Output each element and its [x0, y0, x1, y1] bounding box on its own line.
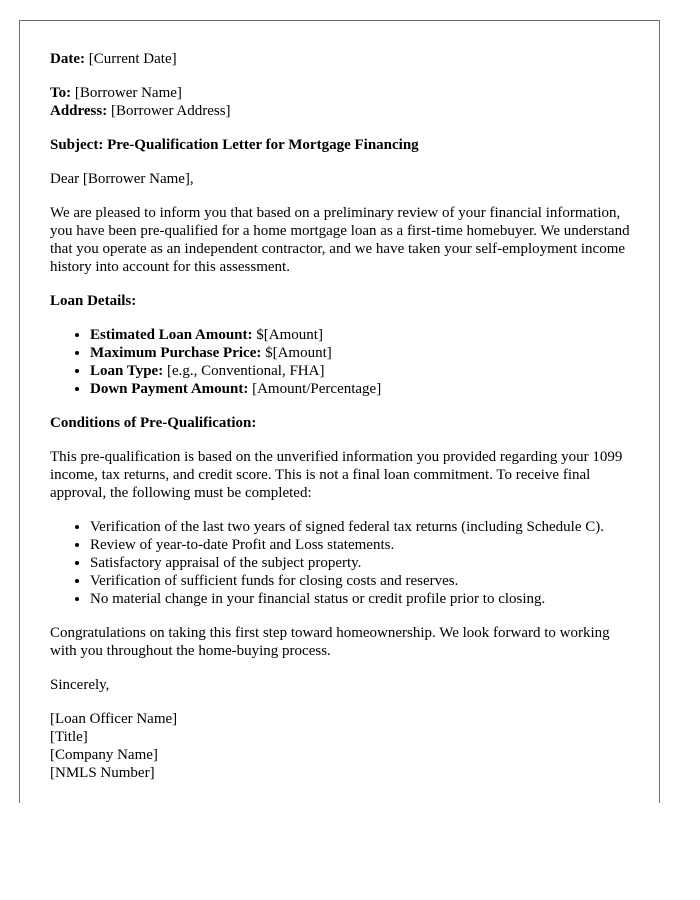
list-item: • Verification of sufficient funds for closing costs and reserves. [90, 572, 640, 590]
signature-title: [Title] [50, 729, 88, 745]
conditions-list [50, 518, 640, 608]
to-line [50, 85, 182, 101]
conditions-paragraph: This pre-qualification is based on the unverified information you provided regarding your 1099 income, tax returns, and credit score. This is not a final loan commitment. To receive final approval, the following must be completed: [50, 449, 623, 501]
to-label: To: [50, 85, 72, 101]
loan-details-heading: Loan Details: [50, 293, 137, 309]
to-value: [Borrower Name] [71, 85, 182, 101]
date-value: [Current Date] [84, 51, 177, 67]
list-item [90, 380, 640, 398]
letter-page [19, 20, 660, 803]
letter-content [50, 50, 640, 782]
list-item: • Review of year-to-date Profit and Loss statements. [90, 536, 640, 554]
conditions-heading: Conditions of Pre-Qualification: [50, 415, 257, 431]
address-value: [Borrower Address] [107, 103, 231, 119]
date-line [50, 50, 640, 68]
intro-paragraph: We are pleased to inform you that based on a preliminary review of your financial information, you have been pre-qualified for a home mortgage loan as a first-time homebuyer. We understand that you operate as an independent contractor, and we have taken your self-employment income history into account for this assessment. [50, 205, 630, 275]
list-item: • No material change in your financial status or credit profile prior to closing. [90, 590, 640, 608]
signature-company: [Company Name] [50, 747, 158, 763]
date-label: Date: [50, 51, 85, 67]
list-item: • Verification of the last two years of signed federal tax returns (including Schedule C). [90, 518, 640, 536]
signoff: Sincerely, [50, 677, 110, 693]
salutation: Dear [Borrower Name], [50, 171, 194, 187]
list-item [90, 362, 640, 380]
address-line [50, 103, 231, 119]
closing-paragraph: Congratulations on taking this first step toward homeownership. We look forward to working with you throughout the home-buying process. [50, 625, 610, 659]
loan-detail-value: [e.g., Conventional, FHA] [163, 363, 325, 379]
loan-detail-value: $[Amount] [261, 345, 332, 361]
loan-detail-value: [Amount/Percentage] [248, 381, 382, 397]
loan-detail-label: Maximum Purchase Price: [90, 345, 262, 361]
loan-detail-label: Down Payment Amount: [90, 381, 249, 397]
subject-line: Subject: Pre-Qualification Letter for Mortgage Financing [50, 137, 419, 153]
loan-detail-label: Loan Type: [90, 363, 164, 379]
address-label: Address: [50, 103, 108, 119]
list-item [90, 344, 640, 362]
list-item: • Satisfactory appraisal of the subject property. [90, 554, 640, 572]
loan-detail-value: $[Amount] [252, 327, 323, 343]
list-item [90, 326, 640, 344]
recipient-block [50, 84, 640, 120]
loan-detail-label: Estimated Loan Amount: [90, 327, 253, 343]
signature-block [50, 710, 640, 782]
signature-name: [Loan Officer Name] [50, 711, 178, 727]
signature-nmls: [NMLS Number] [50, 765, 155, 781]
loan-details-list [50, 326, 640, 398]
